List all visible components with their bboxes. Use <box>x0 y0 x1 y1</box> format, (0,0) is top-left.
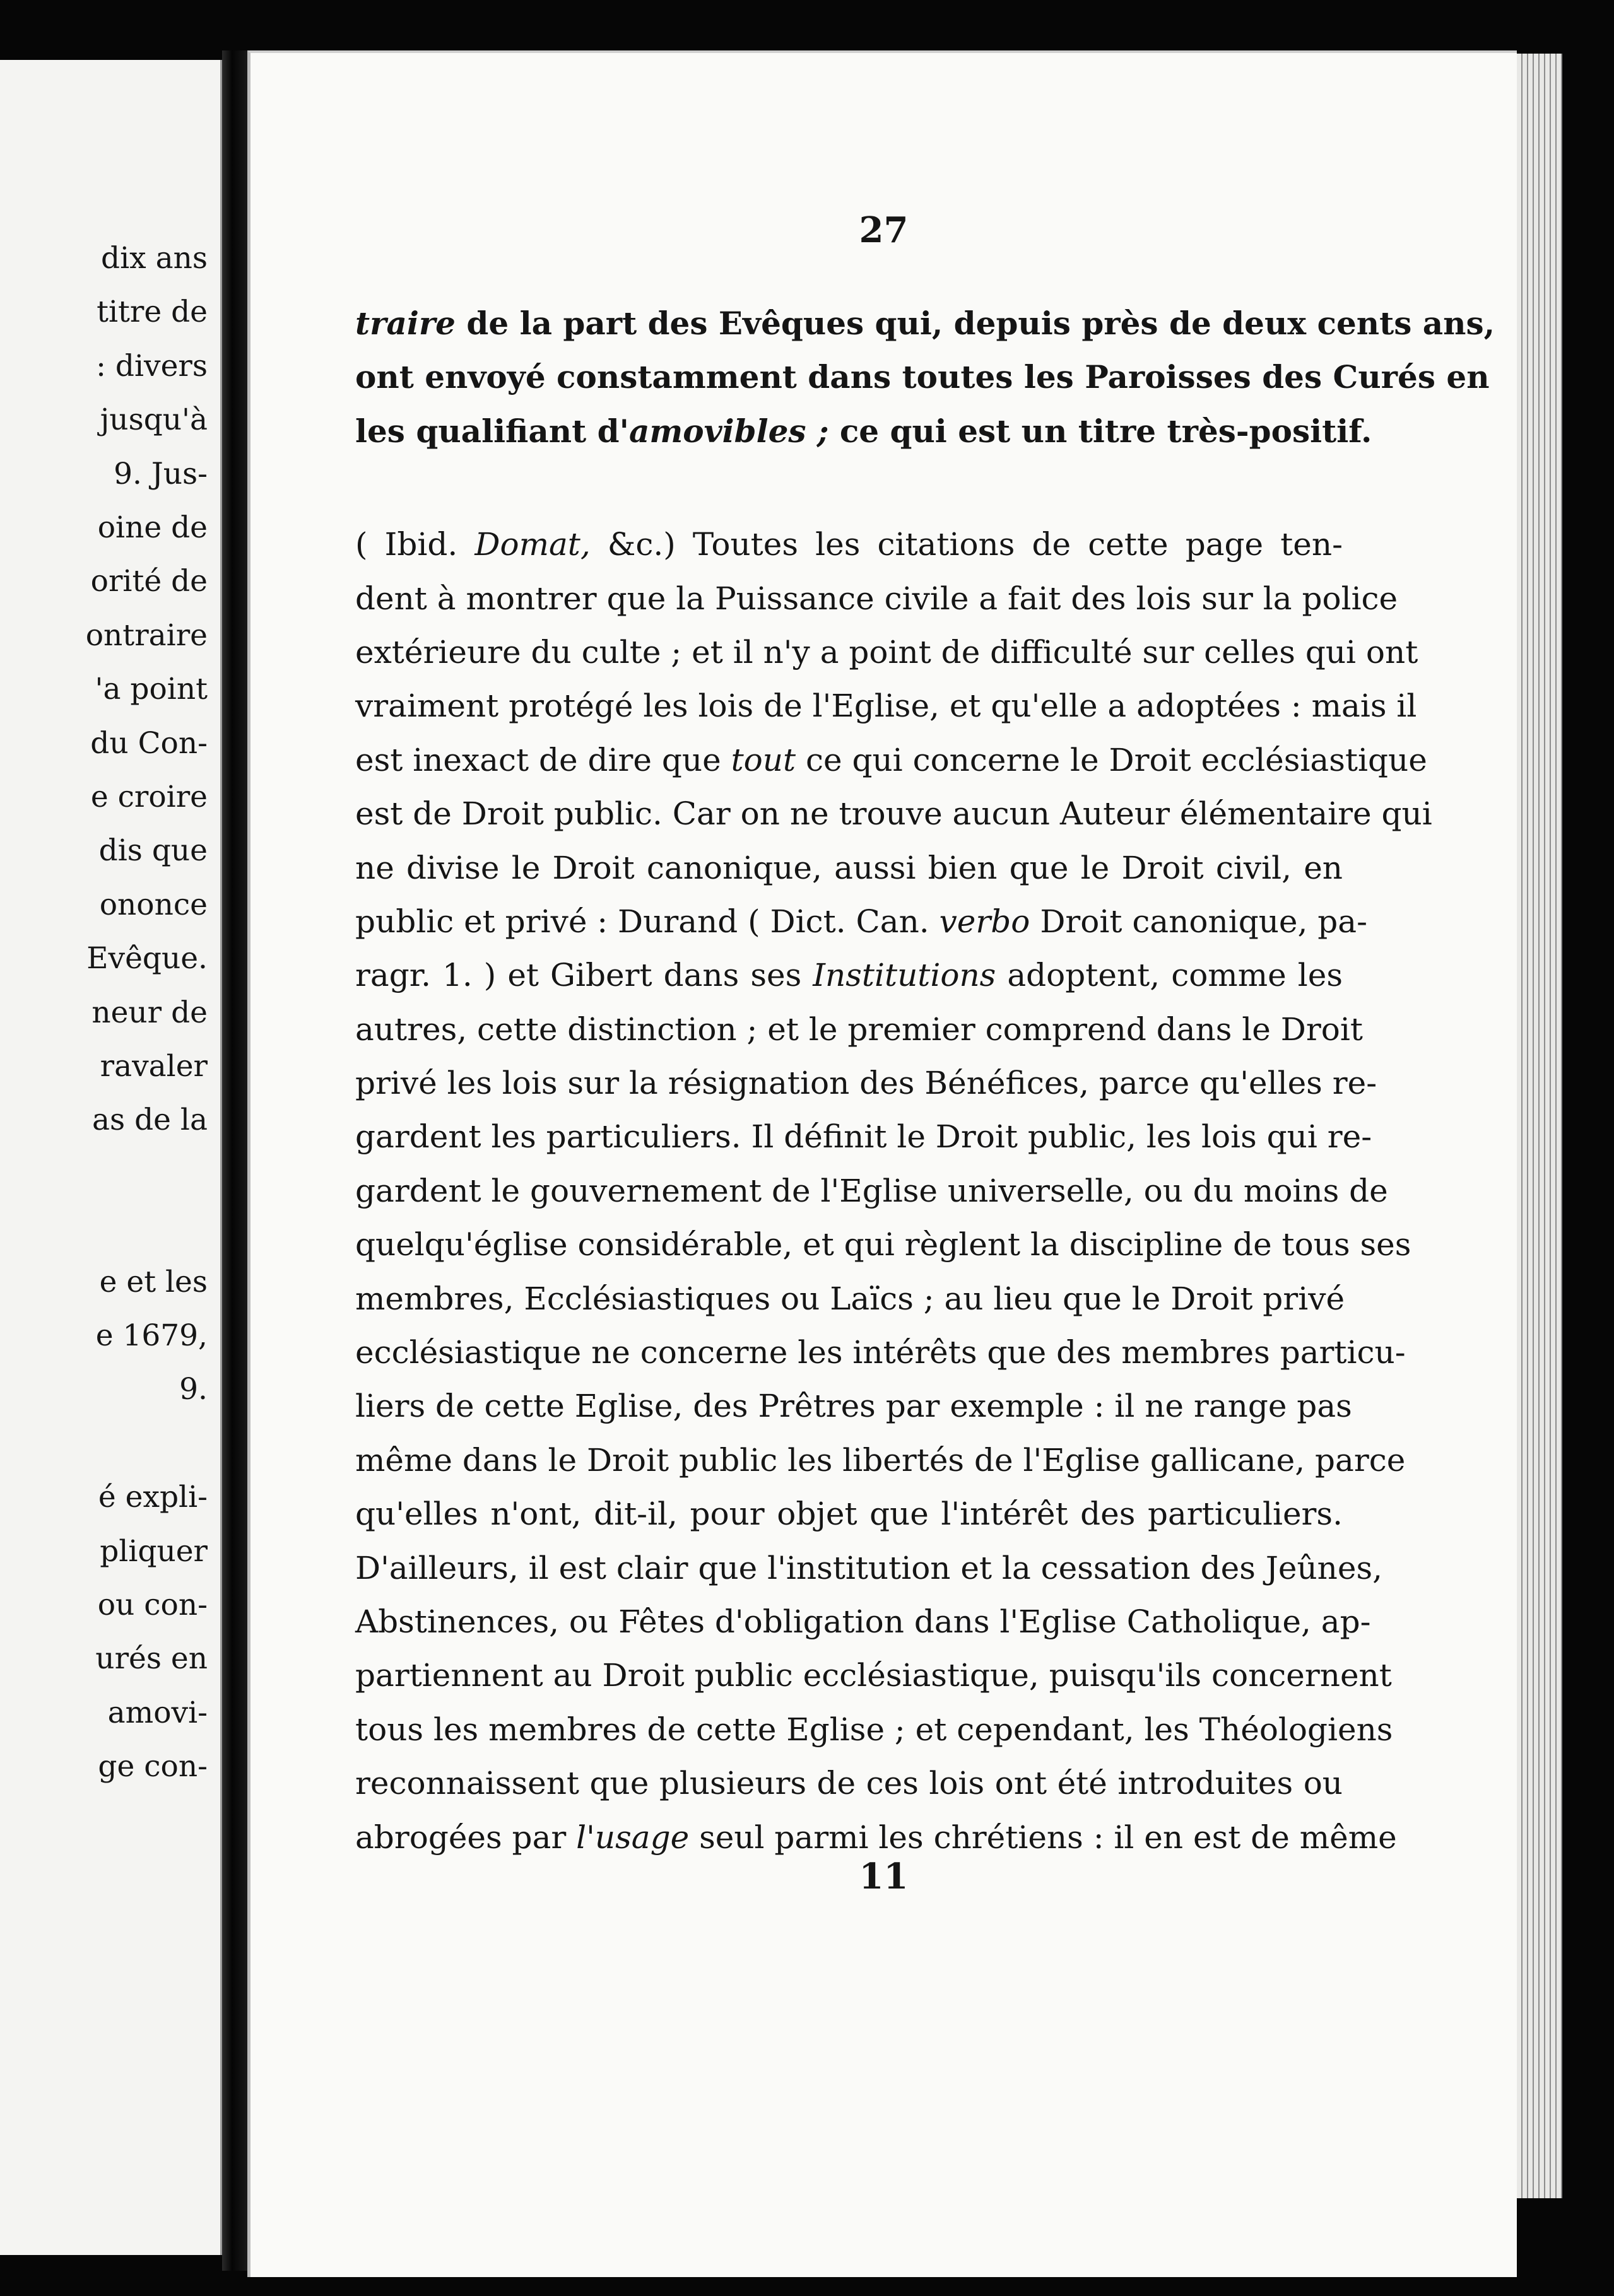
text-line: est de Droit public. Car on ne trouve aucun Auteur élémentaire qui <box>355 795 1432 833</box>
right-page <box>247 50 1517 2277</box>
text-line: même dans le Droit public les libertés de l'Eglise gallicane, parce <box>355 1441 1406 1479</box>
signature-mark: 11 <box>859 1856 909 1897</box>
book-gutter <box>222 50 247 2271</box>
left-page-fragment: urés en <box>95 1641 208 1677</box>
left-page-fragment: titre de <box>97 295 208 330</box>
text-line: partiennent au Droit public ecclésiastique, puisqu'ils concernent <box>355 1657 1392 1694</box>
text-line: dent à montrer que la Puissance civile a fait des lois sur la police <box>355 580 1398 617</box>
text-line: ( Ibid. Domat, &c.) Toutes les citations de cette page ten- <box>355 526 1343 563</box>
left-page-fragment: 'a point <box>95 672 208 707</box>
left-page-fragment: e croire <box>90 780 208 814</box>
text-line: public et privé : Durand ( Dict. Can. verbo Droit canonique, pa- <box>355 903 1367 940</box>
left-page-fragment: ge con- <box>98 1749 208 1784</box>
left-page-fragment: amovi- <box>107 1695 208 1730</box>
text-line: ecclésiastique ne concerne les intérêts que des membres particu- <box>355 1334 1406 1371</box>
left-page-fragment: dis que <box>98 833 208 869</box>
page-edge <box>1517 54 1562 2198</box>
text-line: quelqu'église considérable, et qui règlent la discipline de tous ses <box>355 1226 1411 1263</box>
left-page-fragment: ontraire <box>85 618 208 653</box>
left-page-fragment: ravaler <box>100 1049 208 1084</box>
left-page-fragment: pliquer <box>100 1533 208 1569</box>
text-block <box>355 296 1495 1865</box>
text-line: privé les lois sur la résignation des Bénéfices, parce qu'elles re- <box>355 1065 1377 1102</box>
text-line: tous les membres de cette Eglise ; et cependant, les Théologiens <box>355 1711 1393 1748</box>
text-line: ne divise le Droit canonique, aussi bien que le Droit civil, en <box>355 849 1343 886</box>
left-page-fragment: as de la <box>92 1103 208 1138</box>
text-line: vraiment protégé les lois de l'Eglise, et qu'elle a adoptées : mais il <box>355 688 1417 725</box>
text-line: autres, cette distinction ; et le premier comprend dans le Droit <box>355 1010 1363 1048</box>
text-line: gardent le gouvernement de l'Eglise universelle, ou du moins de <box>355 1172 1388 1209</box>
text-line: qu'elles n'ont, dit-il, pour objet que l'intérêt des particuliers. <box>355 1496 1343 1533</box>
left-page-fragment: 9. <box>179 1372 208 1407</box>
left-page-fragment: jusqu'à <box>100 402 208 438</box>
text-line: D'ailleurs, il est clair que l'institution et la cessation des Jeûnes, <box>355 1549 1383 1586</box>
text-line: Abstinences, ou Fêtes d'obligation dans l'Eglise Catholique, ap- <box>355 1603 1371 1640</box>
left-page-fragment: : divers <box>96 348 208 384</box>
text-line: gardent les particuliers. Il définit le Droit public, les lois qui re- <box>355 1118 1372 1156</box>
left-page <box>0 60 222 2255</box>
left-page-fragment: é expli- <box>98 1480 208 1515</box>
left-page-fragment: e et les <box>99 1264 208 1299</box>
left-page-fragment: e 1679, <box>95 1318 208 1353</box>
text-line: les qualifiant d'amovibles ; ce qui est un titre très-positif. <box>355 412 1372 450</box>
left-page-fragment: ou con- <box>97 1588 208 1622</box>
text-line: extérieure du culte ; et il n'y a point de difficulté sur celles qui ont <box>355 633 1418 671</box>
left-page-fragment: du Con- <box>90 725 208 761</box>
text-line: liers de cette Eglise, des Prêtres par exemple : il ne range pas <box>355 1388 1352 1425</box>
left-page-fragment: 9. Jus- <box>114 456 208 491</box>
left-page-fragment: dix ans <box>101 241 208 276</box>
text-line: traire de la part des Evêques qui, depuis près de deux cents ans, <box>355 305 1495 342</box>
text-line: ragr. 1. ) et Gibert dans ses Institutions adoptent, comme les <box>355 957 1343 994</box>
left-page-fragment: neur de <box>91 995 208 1030</box>
left-page-fragment: oine de <box>97 510 208 545</box>
text-line: ont envoyé constamment dans toutes les Paroisses des Curés en <box>355 358 1490 396</box>
left-page-fragment: Evêque. <box>86 941 208 976</box>
text-line: reconnaissent que plusieurs de ces lois ont été introduites ou <box>355 1765 1343 1802</box>
left-page-fragment: orité de <box>90 564 208 599</box>
text-line: abrogées par l'usage seul parmi les chrétiens : il en est de même <box>355 1819 1397 1856</box>
paragraph-gap <box>355 458 1343 518</box>
text-line: membres, Ecclésiastiques ou Laïcs ; au lieu que le Droit privé <box>355 1280 1345 1317</box>
left-page-fragment: ononce <box>99 887 208 922</box>
text-line: est inexact de dire que tout ce qui concerne le Droit ecclésiastique <box>355 741 1427 778</box>
page-number: 27 <box>859 209 909 251</box>
